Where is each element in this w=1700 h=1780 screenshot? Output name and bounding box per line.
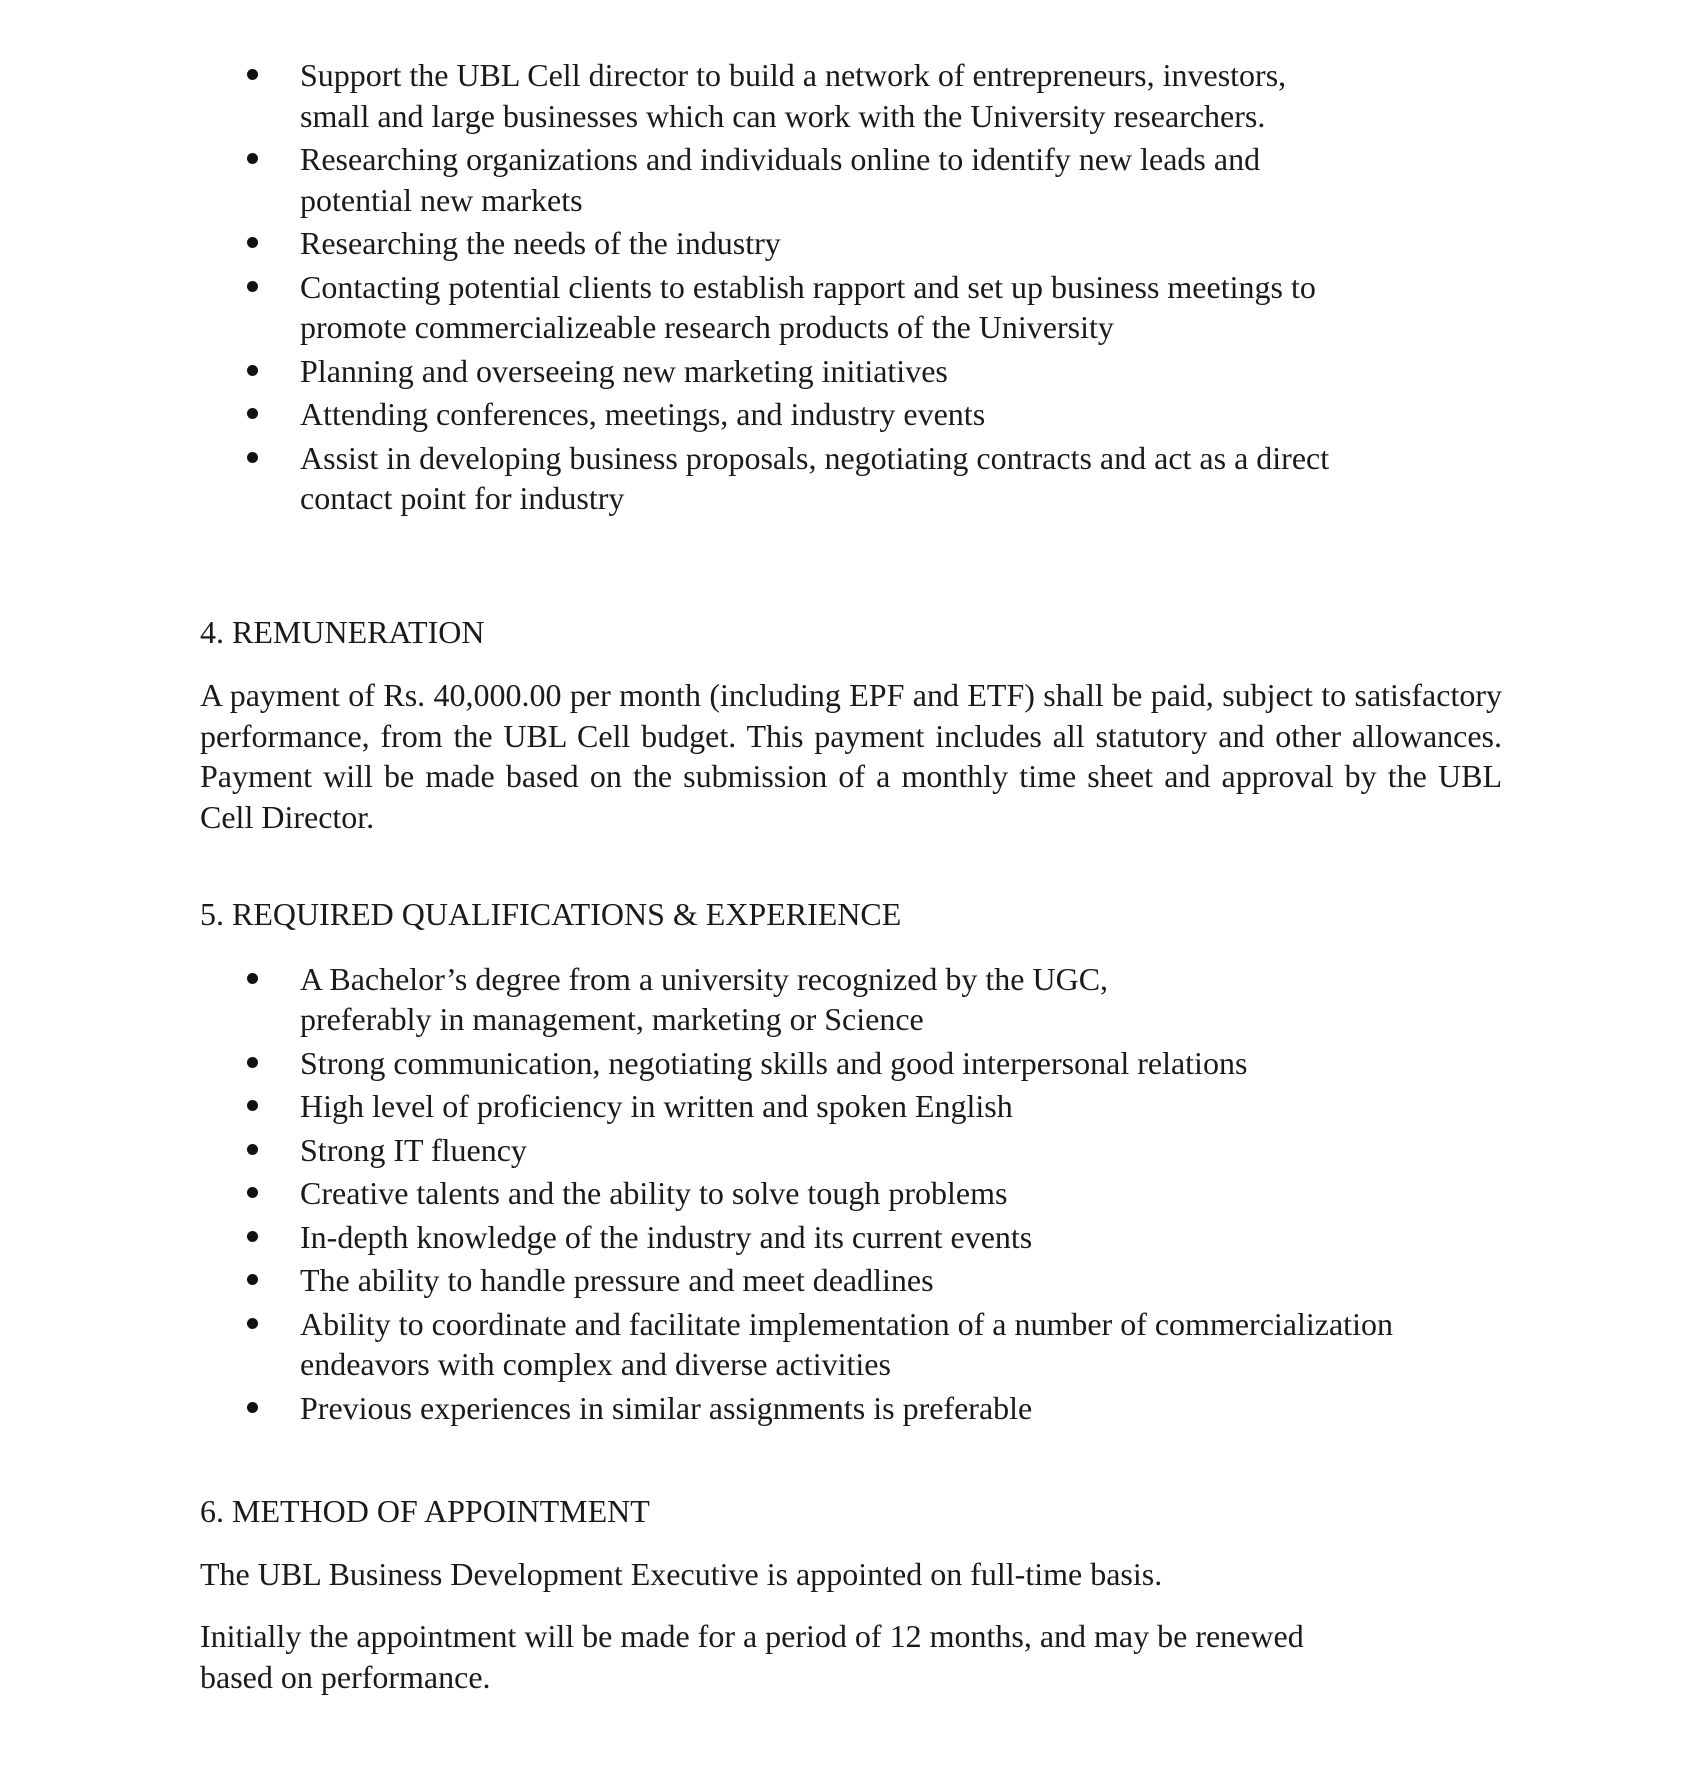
- bullet-icon: [247, 1144, 258, 1155]
- list-item: [300, 1388, 1502, 1429]
- list-item: [300, 1260, 1502, 1301]
- bullet-icon: [247, 1057, 258, 1068]
- appointment-paragraph-period: Initially the appointment will be made for a period of 12 months, and may be renewed based on performance.: [200, 1618, 1304, 1695]
- list-item: [300, 223, 1502, 264]
- list-item: [300, 351, 1502, 392]
- duty-text: Researching the needs of the industry: [300, 225, 781, 261]
- bullet-icon: [247, 1187, 258, 1198]
- list-item: [300, 267, 1502, 348]
- qualification-text: The ability to handle pressure and meet deadlines: [300, 1262, 934, 1298]
- bullet-icon: [247, 452, 258, 463]
- bullet-icon: [247, 365, 258, 376]
- section-heading-appointment: 6. METHOD OF APPOINTMENT: [200, 1493, 650, 1529]
- bullet-icon: [247, 237, 258, 248]
- bullet-icon: [247, 408, 258, 419]
- qualification-text: Strong communication, negotiating skills and good interpersonal relations: [300, 1044, 1248, 1081]
- duty-text: Contacting potential clients to establish rapport and set up business meetings to promote commercializeable research products of the University: [300, 268, 1316, 345]
- duty-text: Attending conferences, meetings, and industry events: [300, 396, 986, 432]
- list-item: [300, 959, 1502, 1040]
- remuneration-paragraph: A payment of Rs. 40,000.00 per month (including EPF and ETF) shall be paid, subject to satisfactory performance, from the UBL Cell budget. This payment includes all statutory and other allowances. Payment will be made based on the submission of a monthly time sheet and approval by the UBL Cell Director.: [200, 677, 1502, 835]
- bullet-icon: [247, 69, 258, 80]
- list-item: [300, 1173, 1502, 1214]
- bullet-icon: [247, 1274, 258, 1285]
- list-item: [300, 1217, 1502, 1258]
- duty-text: Researching organizations and individuals online to identify new leads and potential new markets: [300, 141, 1261, 218]
- duties-list: [200, 55, 1502, 519]
- duty-text: Assist in developing business proposals, negotiating contracts and act as a direct contact point for industry: [300, 439, 1330, 516]
- qualification-text: In-depth knowledge of the industry and its current events: [300, 1218, 1033, 1255]
- qualification-text: Strong IT fluency: [300, 1131, 527, 1168]
- qualification-text: A Bachelor’s degree from a university recognized by the UGC, preferably in management, marketing or Science: [300, 960, 1109, 1037]
- qualification-text: Creative talents and the ability to solve tough problems: [300, 1175, 1008, 1211]
- list-item: [300, 438, 1502, 519]
- section-heading-remuneration: 4. REMUNERATION: [200, 613, 485, 650]
- bullet-icon: [247, 153, 258, 164]
- list-item: [300, 1130, 1502, 1171]
- duty-text: Support the UBL Cell director to build a network of entrepreneurs, investors, small and large businesses which can work with the University researchers.: [300, 57, 1287, 134]
- list-item: [300, 139, 1502, 220]
- qualifications-list: [200, 959, 1502, 1429]
- bullet-icon: [247, 1100, 258, 1111]
- document-page: [200, 55, 1502, 1697]
- bullet-icon: [247, 1402, 258, 1413]
- duty-text: Planning and overseeing new marketing initiatives: [300, 352, 948, 389]
- qualification-text: High level of proficiency in written and spoken English: [300, 1088, 1013, 1124]
- section-heading-qualifications: 5. REQUIRED QUALIFICATIONS & EXPERIENCE: [200, 896, 902, 932]
- list-item: [300, 1043, 1502, 1084]
- qualification-text: Previous experiences in similar assignments is preferable: [300, 1389, 1033, 1426]
- bullet-icon: [247, 281, 258, 292]
- appointment-paragraph-basis: The UBL Business Development Executive is appointed on full-time basis.: [200, 1555, 1163, 1592]
- list-item: [300, 394, 1502, 435]
- qualification-text: Ability to coordinate and facilitate implementation of a number of commercialization endeavors with complex and diverse activities: [300, 1305, 1393, 1382]
- list-item: [300, 55, 1502, 136]
- list-item: [300, 1086, 1502, 1127]
- list-item: [300, 1304, 1502, 1385]
- bullet-icon: [247, 1231, 258, 1242]
- bullet-icon: [247, 973, 258, 984]
- bullet-icon: [247, 1318, 258, 1329]
